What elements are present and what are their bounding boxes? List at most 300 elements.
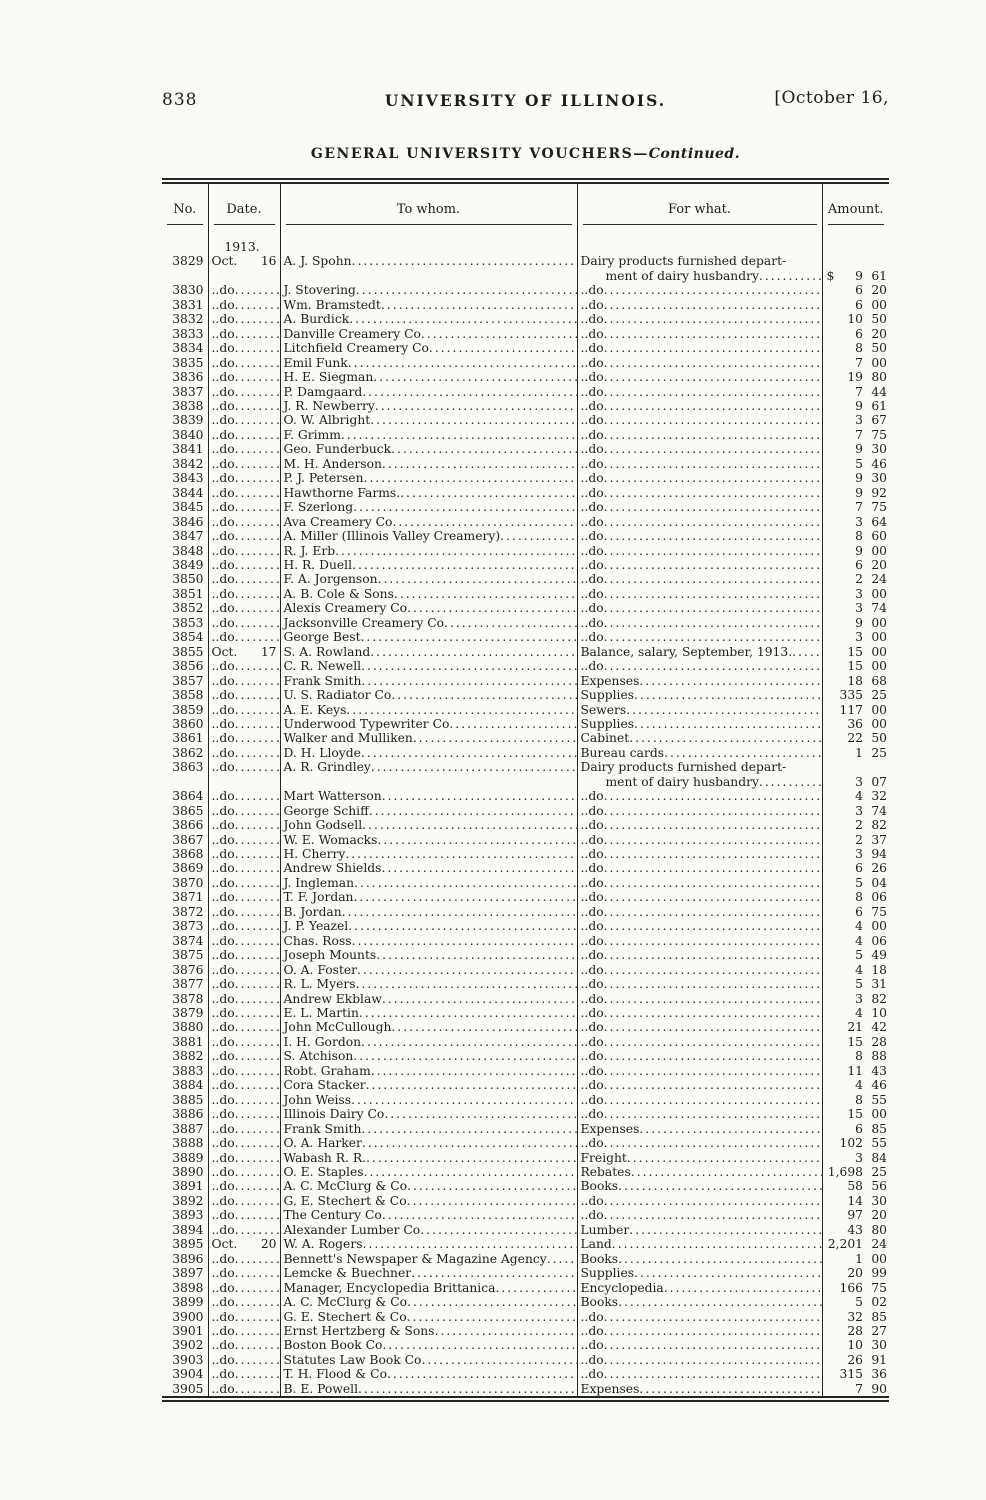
voucher-date — [208, 500, 280, 514]
amount-dollars: 6 — [855, 326, 863, 341]
voucher-purpose — [577, 1338, 822, 1352]
dot-leader — [612, 1237, 822, 1251]
dot-leader — [235, 789, 280, 803]
dot-leader — [363, 1237, 577, 1251]
dot-leader — [235, 934, 280, 948]
amount-cents: 50 — [871, 731, 887, 746]
voucher-amount — [822, 919, 889, 933]
voucher-purpose — [577, 1035, 822, 1049]
dot-leader — [235, 442, 280, 456]
amount-cents: 02 — [871, 1295, 887, 1310]
purpose-text: ..do — [580, 341, 604, 356]
voucher-row — [162, 818, 889, 832]
voucher-no: 3847 — [162, 529, 208, 543]
vouchers-table — [162, 178, 889, 1402]
dot-leader — [604, 847, 822, 861]
purpose-text: ..do — [580, 1367, 604, 1382]
voucher-purpose — [577, 544, 822, 558]
voucher-purpose — [577, 457, 822, 471]
voucher-date — [208, 1006, 280, 1020]
voucher-amount — [822, 1078, 889, 1092]
voucher-purpose — [577, 861, 822, 875]
voucher-purpose — [577, 486, 822, 500]
voucher-date — [208, 486, 280, 500]
dot-leader — [235, 356, 280, 370]
purpose-text: Expenses — [580, 1381, 640, 1396]
voucher-date-ditto: ..do — [211, 875, 235, 890]
voucher-purpose — [577, 1049, 822, 1063]
amount-dollars: 22 — [847, 731, 863, 746]
voucher-date — [208, 847, 280, 861]
voucher-payee — [280, 327, 577, 341]
payee-name: John McCullough — [283, 1020, 392, 1035]
amount-dollars: 10 — [847, 1338, 863, 1353]
voucher-amount — [822, 385, 889, 399]
voucher-purpose — [577, 948, 822, 962]
amount-cents: 43 — [871, 1063, 887, 1078]
dot-leader — [604, 385, 822, 399]
amount-cents: 27 — [871, 1323, 887, 1338]
voucher-row — [162, 1179, 889, 1193]
dot-leader — [759, 269, 822, 283]
voucher-no: 3890 — [162, 1165, 208, 1179]
voucher-date — [208, 1194, 280, 1208]
dot-leader — [378, 572, 577, 586]
purpose-text: ..do — [580, 485, 604, 500]
dot-leader — [361, 1122, 576, 1136]
dot-leader — [604, 1367, 822, 1381]
voucher-date — [208, 992, 280, 1006]
voucher-row — [162, 890, 889, 904]
voucher-amount — [822, 703, 889, 717]
voucher-payee — [280, 934, 577, 948]
payee-name: O. W. Albright — [283, 413, 371, 428]
voucher-date-ditto: ..do — [211, 543, 235, 558]
voucher-no: 3838 — [162, 399, 208, 413]
payee-name: The Century Co — [283, 1208, 382, 1223]
dot-leader — [604, 919, 822, 933]
voucher-purpose — [577, 760, 822, 789]
purpose-text: ..do — [580, 297, 604, 312]
voucher-purpose — [577, 471, 822, 485]
amount-dollars: 3 — [855, 991, 863, 1006]
voucher-amount — [822, 1223, 889, 1237]
voucher-date — [208, 529, 280, 543]
amount-dollars: 97 — [847, 1208, 863, 1223]
voucher-date-ditto: ..do — [211, 630, 235, 645]
voucher-purpose — [577, 890, 822, 904]
voucher-date-ditto: ..do — [211, 1034, 235, 1049]
dot-leader — [235, 1179, 280, 1193]
amount-cents: 85 — [871, 1121, 887, 1136]
voucher-no: 3899 — [162, 1295, 208, 1309]
dot-leader — [604, 1093, 822, 1107]
voucher-purpose — [577, 341, 822, 355]
voucher-date-ditto: ..do — [211, 615, 235, 630]
amount-dollars: 28 — [847, 1323, 863, 1338]
dot-leader — [235, 1223, 280, 1237]
payee-name: Cora Stacker — [283, 1078, 366, 1093]
voucher-date — [208, 717, 280, 731]
voucher-amount — [822, 659, 889, 673]
dot-leader — [604, 471, 822, 485]
payee-name: Alexander Lumber Co — [283, 1222, 421, 1237]
voucher-month: Oct. — [211, 1237, 238, 1252]
dot-leader — [604, 327, 822, 341]
voucher-payee — [280, 746, 577, 760]
voucher-amount — [822, 789, 889, 803]
voucher-row — [162, 298, 889, 312]
voucher-row — [162, 1020, 889, 1034]
dot-leader — [348, 919, 576, 933]
dot-leader — [235, 471, 280, 485]
voucher-date-ditto: ..do — [211, 702, 235, 717]
voucher-row — [162, 1049, 889, 1063]
voucher-date-ditto: ..do — [211, 514, 235, 529]
voucher-row — [162, 659, 889, 673]
voucher-purpose — [577, 717, 822, 731]
voucher-amount — [822, 587, 889, 601]
amount-dollars: 2,201 — [827, 1237, 863, 1252]
amount-cents: 00 — [871, 702, 887, 717]
amount-cents: 80 — [871, 1222, 887, 1237]
dot-leader — [407, 1295, 576, 1309]
voucher-payee — [280, 471, 577, 485]
voucher-date-ditto: ..do — [211, 1150, 235, 1165]
dot-leader — [604, 890, 822, 904]
voucher-no: 3885 — [162, 1093, 208, 1107]
payee-name: Illinois Dairy Co — [283, 1107, 385, 1122]
voucher-amount — [822, 804, 889, 818]
voucher-row — [162, 442, 889, 456]
amount-cents: 24 — [871, 572, 887, 587]
dot-leader — [235, 746, 280, 760]
voucher-payee — [280, 645, 577, 659]
voucher-no: 3851 — [162, 587, 208, 601]
dot-leader — [604, 356, 822, 370]
voucher-purpose — [577, 746, 822, 760]
voucher-row — [162, 558, 889, 572]
dot-leader — [384, 1107, 576, 1121]
dot-leader — [381, 298, 577, 312]
voucher-amount — [822, 1266, 889, 1280]
purpose-text: ..do — [580, 789, 604, 804]
dot-leader — [604, 399, 822, 413]
voucher-purpose — [577, 428, 822, 442]
amount-dollars: 1 — [855, 745, 863, 760]
amount-cents: 82 — [871, 818, 887, 833]
amount-dollars: 8 — [855, 341, 863, 356]
dot-leader — [235, 399, 280, 413]
voucher-purpose — [577, 1310, 822, 1324]
voucher-amount — [822, 847, 889, 861]
dot-leader — [235, 1353, 280, 1367]
amount-dollars: 335 — [839, 688, 863, 703]
dot-leader — [235, 1208, 280, 1222]
voucher-date — [208, 471, 280, 485]
voucher-date — [208, 587, 280, 601]
voucher-no: 3842 — [162, 457, 208, 471]
dot-leader — [362, 1136, 577, 1150]
purpose-text: ..do — [580, 1049, 604, 1064]
voucher-payee — [280, 1382, 577, 1399]
voucher-no: 3861 — [162, 731, 208, 745]
dot-leader — [434, 1324, 576, 1338]
voucher-row — [162, 789, 889, 803]
dollar-sign: $ — [826, 268, 835, 283]
voucher-date-ditto: ..do — [211, 341, 235, 356]
voucher-no: 3865 — [162, 804, 208, 818]
voucher-row — [162, 630, 889, 644]
amount-dollars: 3 — [855, 586, 863, 601]
payee-name: M. H. Anderson — [283, 456, 382, 471]
voucher-payee — [280, 919, 577, 933]
voucher-date — [208, 804, 280, 818]
payee-name: J. P. Yeazel — [283, 919, 349, 934]
amount-cents: 00 — [871, 586, 887, 601]
purpose-text: ..do — [580, 355, 604, 370]
dot-leader — [235, 428, 280, 442]
column-header-date: Date. — [208, 181, 280, 240]
voucher-payee — [280, 1223, 577, 1237]
dot-leader — [361, 1035, 576, 1049]
voucher-date — [208, 1281, 280, 1295]
voucher-date-ditto: ..do — [211, 572, 235, 587]
voucher-date — [208, 818, 280, 832]
purpose-text: ..do — [580, 586, 604, 601]
voucher-row — [162, 471, 889, 485]
dot-leader — [604, 500, 822, 514]
table-caption-main: GENERAL UNIVERSITY VOUCHERS— — [310, 146, 649, 162]
voucher-amount — [822, 731, 889, 745]
purpose-text: Expenses — [580, 1121, 640, 1136]
voucher-date-ditto: ..do — [211, 283, 235, 298]
voucher-amount — [822, 1136, 889, 1150]
amount-cents: 20 — [871, 557, 887, 572]
dot-leader — [382, 992, 577, 1006]
purpose-text: Rebates — [580, 1165, 631, 1179]
voucher-date — [208, 1064, 280, 1078]
dot-leader — [235, 587, 280, 601]
voucher-date — [208, 572, 280, 586]
voucher-amount — [822, 413, 889, 427]
voucher-no: 3883 — [162, 1064, 208, 1078]
dot-leader — [627, 1151, 822, 1165]
voucher-date-ditto: ..do — [211, 1295, 235, 1310]
dot-leader — [429, 341, 577, 355]
voucher-row — [162, 905, 889, 919]
voucher-purpose — [577, 645, 822, 659]
voucher-date-ditto: ..do — [211, 847, 235, 862]
amount-cents: 25 — [871, 1165, 887, 1179]
voucher-payee — [280, 847, 577, 861]
payee-name: G. E. Stechert & Co — [283, 1309, 407, 1324]
amount-cents: 44 — [871, 384, 887, 399]
amount-cents: 00 — [871, 297, 887, 312]
amount-dollars: 7 — [855, 1381, 863, 1396]
amount-dollars: 5 — [855, 456, 863, 471]
voucher-row — [162, 1151, 889, 1165]
voucher-row — [162, 1223, 889, 1237]
voucher-date — [208, 1122, 280, 1136]
voucher-purpose — [577, 616, 822, 630]
voucher-date-ditto: ..do — [211, 1063, 235, 1078]
voucher-date-ditto: ..do — [211, 1121, 235, 1136]
voucher-date — [208, 1165, 280, 1179]
purpose-text: ..do — [580, 803, 604, 818]
voucher-amount — [822, 861, 889, 875]
voucher-purpose — [577, 515, 822, 529]
dot-leader — [407, 601, 576, 615]
voucher-amount — [822, 1020, 889, 1034]
year-label: 1913. — [224, 240, 260, 254]
dot-leader — [391, 1020, 576, 1034]
purpose-text: Books — [580, 1295, 619, 1310]
voucher-payee — [280, 587, 577, 601]
voucher-date-ditto: ..do — [211, 673, 235, 688]
voucher-purpose — [577, 558, 822, 572]
dot-leader — [364, 471, 577, 485]
payee-name: Joseph Mounts — [283, 948, 377, 963]
voucher-amount — [822, 486, 889, 500]
voucher-payee — [280, 630, 577, 644]
dot-leader — [629, 731, 821, 745]
voucher-no: 3893 — [162, 1208, 208, 1222]
voucher-row — [162, 876, 889, 890]
purpose-text: Books — [580, 1251, 619, 1266]
dot-leader — [376, 948, 576, 962]
voucher-date — [208, 1208, 280, 1222]
voucher-purpose — [577, 1122, 822, 1136]
purpose-text: Balance, salary, September, 1913. — [580, 644, 793, 659]
dot-leader — [235, 1295, 280, 1309]
voucher-no: 3895 — [162, 1237, 208, 1251]
voucher-row — [162, 674, 889, 688]
dot-leader — [604, 1064, 822, 1078]
amount-cents: 32 — [871, 789, 887, 804]
voucher-payee — [280, 1151, 577, 1165]
voucher-date — [208, 399, 280, 413]
voucher-date-ditto: ..do — [211, 789, 235, 804]
purpose-text: ..do — [580, 398, 604, 413]
page-number: 838 — [162, 90, 198, 110]
payee-name: A. C. McClurg & Co — [283, 1179, 408, 1194]
payee-name: I. H. Gordon — [283, 1034, 362, 1049]
voucher-payee — [280, 283, 577, 297]
voucher-date-ditto: ..do — [211, 1266, 235, 1281]
voucher-payee — [280, 298, 577, 312]
date-header: [October 16, — [774, 88, 889, 108]
dot-leader — [604, 861, 822, 875]
dot-leader — [235, 948, 280, 962]
voucher-amount — [822, 1122, 889, 1136]
voucher-date — [208, 688, 280, 702]
voucher-row — [162, 861, 889, 875]
dot-leader — [235, 529, 280, 543]
dot-leader — [604, 876, 822, 890]
voucher-purpose — [577, 630, 822, 644]
voucher-date-ditto: ..do — [211, 904, 235, 919]
column-header-amount: Amount. — [822, 181, 889, 240]
purpose-text: Supplies — [580, 716, 635, 731]
purpose-line1: Dairy products furnished depart- — [580, 254, 787, 269]
dot-leader — [235, 1310, 280, 1324]
purpose-text: Books — [580, 1179, 619, 1194]
voucher-month: Oct. — [211, 254, 238, 269]
dot-leader — [235, 731, 280, 745]
voucher-amount — [822, 833, 889, 847]
voucher-no: 3843 — [162, 471, 208, 485]
voucher-date — [208, 1151, 280, 1165]
purpose-text: ..do — [580, 991, 604, 1006]
table-body — [162, 240, 889, 1399]
purpose-text: ..do — [580, 543, 604, 558]
voucher-date-ditto: ..do — [211, 500, 235, 515]
voucher-date-ditto: ..do — [211, 1136, 235, 1151]
voucher-date — [208, 1020, 280, 1034]
voucher-date-ditto: ..do — [211, 991, 235, 1006]
amount-cents: 06 — [871, 933, 887, 948]
amount-dollars: 6 — [855, 904, 863, 919]
purpose-text: ..do — [580, 1063, 604, 1078]
amount-dollars: 8 — [855, 529, 863, 544]
dot-leader — [235, 876, 280, 890]
dot-leader — [391, 688, 576, 702]
purpose-text: ..do — [580, 572, 604, 587]
voucher-purpose — [577, 1194, 822, 1208]
voucher-purpose — [577, 399, 822, 413]
dot-leader — [359, 1006, 577, 1020]
dot-leader — [235, 630, 280, 644]
voucher-date-ditto: ..do — [211, 1006, 235, 1021]
dot-leader — [235, 688, 280, 702]
voucher-date-ditto: ..do — [211, 716, 235, 731]
voucher-payee — [280, 674, 577, 688]
voucher-no: 3901 — [162, 1324, 208, 1338]
voucher-no: 3839 — [162, 413, 208, 427]
amount-cents: 42 — [871, 1020, 887, 1035]
dot-leader — [235, 1093, 280, 1107]
voucher-date-ditto: ..do — [211, 326, 235, 341]
amount-cents: 24 — [871, 1237, 887, 1252]
payee-name: D. H. Lloyde — [283, 745, 361, 760]
amount-dollars: 9 — [855, 471, 863, 486]
voucher-date — [208, 1310, 280, 1324]
voucher-date-ditto: ..do — [211, 427, 235, 442]
voucher-payee — [280, 1179, 577, 1193]
table-header — [162, 181, 889, 240]
purpose-text: Lumber — [580, 1222, 630, 1237]
amount-dollars: 2 — [855, 832, 863, 847]
dot-leader — [235, 283, 280, 297]
voucher-row — [162, 1310, 889, 1324]
voucher-date — [208, 977, 280, 991]
dot-leader — [349, 312, 576, 326]
amount-cents: 30 — [871, 442, 887, 457]
voucher-row — [162, 992, 889, 1006]
voucher-date-ditto: ..do — [211, 659, 235, 674]
voucher-amount — [822, 890, 889, 904]
dot-leader — [362, 818, 576, 832]
dot-leader — [357, 963, 576, 977]
voucher-date — [208, 833, 280, 847]
voucher-no: 3891 — [162, 1179, 208, 1193]
dot-leader — [626, 703, 821, 717]
voucher-date-ditto: ..do — [211, 933, 235, 948]
voucher-date — [208, 1367, 280, 1381]
voucher-no: 3905 — [162, 1382, 208, 1399]
voucher-date — [208, 789, 280, 803]
